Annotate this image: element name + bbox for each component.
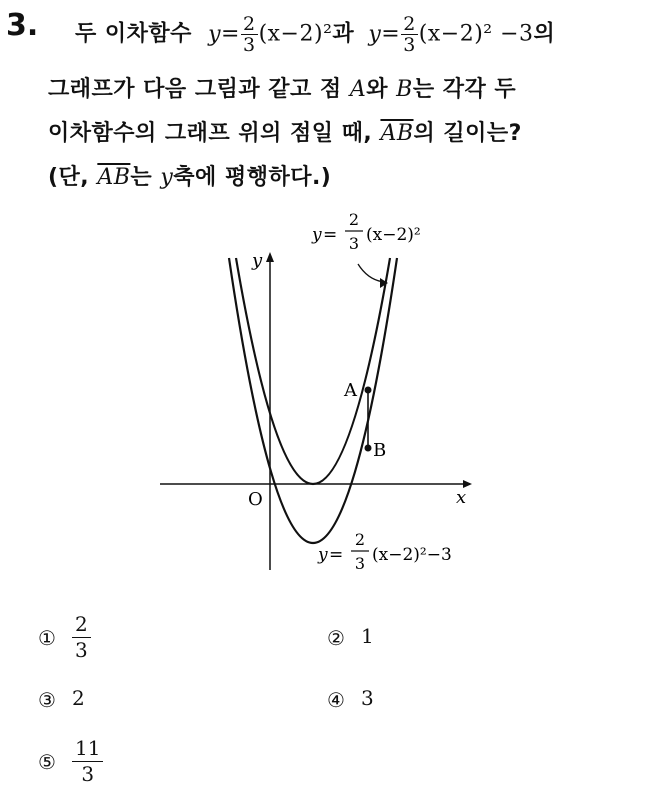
math-var-y: y [208, 21, 222, 47]
label-denominator: 3 [348, 234, 360, 253]
y-axis-arrow-icon [266, 252, 274, 262]
label-numerator: 2 [348, 210, 360, 229]
point-b-dot [365, 445, 372, 452]
choice-fraction [72, 736, 103, 787]
axis-label-x: x [456, 487, 467, 508]
choice-value: 3 [361, 686, 374, 710]
question-text: 과 [332, 21, 355, 47]
choice-value: 1 [361, 624, 374, 648]
math-expression: (x−2)² −3 [418, 21, 534, 47]
label-var-y: y [312, 225, 322, 245]
fraction-denominator: 3 [81, 762, 95, 786]
label-numerator: 2 [354, 530, 366, 549]
question-text: 축에 평행하다.) [173, 165, 332, 190]
question-text: 의 길이는? [413, 121, 522, 146]
segment-ab: $\overline{AB}$ [380, 121, 414, 146]
question-text: 는 [130, 165, 153, 190]
choice-marker: ② [327, 625, 345, 650]
label-expression: (x−2)² [366, 225, 421, 245]
fraction-numerator: 2 [72, 612, 91, 638]
fraction-numerator: 2 [242, 13, 256, 35]
fraction-denominator: 3 [403, 34, 416, 56]
question-text: 그래프가 다음 그림과 같고 점 [48, 77, 342, 102]
point-a-text: A [344, 380, 357, 401]
choice-marker: ⑤ [38, 749, 56, 774]
label-denominator: 3 [354, 554, 366, 573]
point-b-label: B [396, 77, 413, 102]
fraction-denominator: 3 [242, 34, 256, 56]
equals-sign: = [221, 21, 240, 47]
question-text: 이차함수의 그래프 위의 점일 때, [48, 121, 373, 146]
question-text: 의 [533, 21, 556, 47]
label-equals: = [323, 225, 338, 245]
axis-label-y: y [252, 250, 263, 271]
choice-marker: ① [38, 625, 56, 650]
point-b-text: B [373, 440, 387, 461]
math-var-y: y [368, 21, 382, 47]
math-var-y: y [160, 165, 174, 190]
choice-marker: ③ [38, 687, 56, 712]
choice-marker: ④ [327, 687, 345, 712]
fraction-numerator: 2 [403, 13, 416, 35]
question-text: 두 이차함수 [75, 21, 192, 47]
math-expression: (x−2)² [258, 21, 333, 47]
fraction-numerator: 11 [72, 736, 103, 762]
choice-1[interactable] [36, 612, 91, 663]
question-text: (단, [48, 165, 90, 190]
question-text: 와 [366, 77, 388, 102]
equation-label-top [311, 210, 421, 253]
origin-label: O [248, 489, 263, 510]
problem-number: 3. [6, 8, 39, 43]
choice-2[interactable] [325, 624, 374, 649]
fraction-denominator: 3 [75, 638, 88, 662]
equation-label-bottom [317, 530, 452, 573]
choice-value: 2 [72, 686, 85, 710]
question-text: 는 각각 두 [412, 77, 517, 102]
segment-ab: $\overline{AB}$ [97, 165, 131, 190]
label-expression: (x−2)²−3 [372, 545, 452, 565]
label-equals: = [329, 545, 344, 565]
equals-sign: = [381, 21, 401, 47]
choice-3[interactable] [36, 686, 85, 711]
label-var-y: y [318, 545, 328, 565]
point-a-label: A [349, 77, 367, 102]
choice-fraction [72, 612, 91, 663]
choice-5[interactable] [36, 736, 103, 787]
choice-4[interactable] [325, 686, 374, 711]
point-a-dot [365, 387, 372, 394]
